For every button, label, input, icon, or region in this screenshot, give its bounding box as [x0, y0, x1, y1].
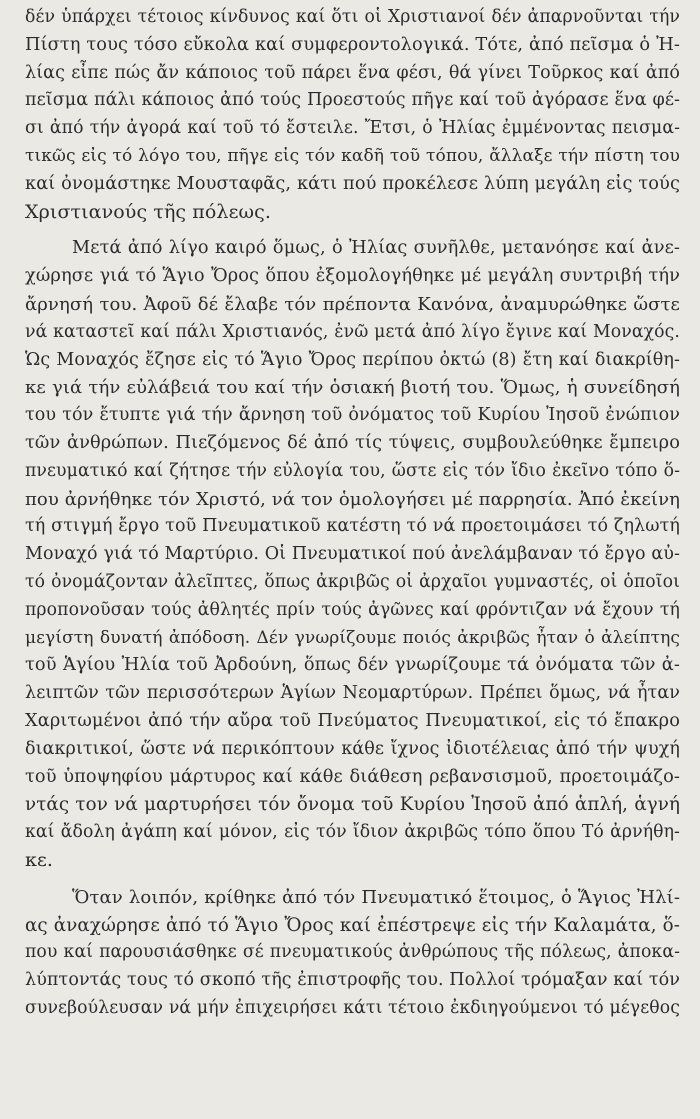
paragraph-gap — [25, 875, 680, 884]
text-line: λειπτῶν τῶν περισσότερων Ἁγίων Νεομαρτύρων. Πρέπει ὅμως, νά ἦταν — [25, 683, 680, 704]
text-line: τοῦ Ἁγίου Ἠλία τοῦ Ἀρδούνη, ὅπως δέν γνωρίζουμε τά ὀνόματα τῶν ἀ- — [25, 655, 680, 676]
text-line: ἄρνησή του. Ἀφοῦ δέ ἔλαβε τόν πρέποντα Κανόνα, ἀναμυρώθηκε ὥστε — [25, 293, 680, 315]
text-line: πεῖσμα πάλι κάποιος ἀπό τούς Προεστούς πῆγε καί τοῦ ἀγόρασε ἕνα φέ- — [25, 90, 680, 111]
text-line: Ὡς Μοναχός ἔζησε εἰς τό Ἅγιο Ὄρος περίπου ὀκτώ (8) ἔτη καί διακρίθη- — [25, 349, 680, 370]
paragraph-gap — [25, 226, 680, 235]
text-line: Ὅταν λοιπόν, κρίθηκε ἀπό τόν Πνευματικό ἕτοιμος, ὁ Ἅγιος Ἠλί- — [72, 886, 680, 908]
text-line: του τόν ἔτυπτε γιά τήν ἄρνηση τοῦ ὀνόματος τοῦ Κυρίου Ἰησοῦ ἐνώπιον — [25, 405, 680, 426]
text-line: τό ὀνομάζονταν ἀλεῖπτες, ὅπως ἀκριβῶς οἱ ἀρχαῖοι γυμναστές, οἱ ὁποῖοι — [25, 571, 680, 592]
text-line: διακριτικοί, ὥστε νά περικόπτουν κάθε ἴχνος ἰδιοτέλειας ἀπό τήν ψυχή — [25, 738, 680, 759]
text-line: λίας εἶπε πώς ἄν κάποιος τοῦ πάρει ἕνα φέσι, θά γίνει Τοῦρκος καί ἀπό — [25, 62, 680, 83]
paragraph-continuation — [25, 4, 680, 226]
text-line: μεγίστη δυνατή ἀπόδοση. Δέν γνωρίζουμε ποιός ἀκριβῶς ἦταν ὁ ἀλείπτης — [25, 627, 680, 648]
text-line: σι ἀπό τήν ἀγορά καί τοῦ τό ἔστειλε. Ἔτσι, ὁ Ἠλίας ἐμμένοντας πεισμα- — [25, 118, 680, 139]
text-line: τή στιγμή ἔργο τοῦ Πνευματικοῦ κατέστη τό νά προετοιμάσει τό ζηλωτή — [25, 516, 680, 537]
text-line: Χαριτωμένοι ἀπό τήν αὔρα τοῦ Πνεύματος Πνευματικοί, εἰς τό ἔπακρο — [25, 710, 680, 731]
text-line: χώρησε γιά τό Ἅγιο Ὄρος ὅπου ἐξομολογήθηκε μέ μεγάλη συντριβή τήν — [25, 266, 680, 287]
text-line: πνευματικό καί ζήτησε τήν εὐλογία του, ὥστε εἰς τόν ἴδιο ἐκεῖνο τόπο ὅ- — [25, 460, 680, 481]
text-line: που ἀρνήθηκε τόν Χριστό, νά τον ὁμολογήσει μέ παρρησία. Ἀπό ἐκείνη — [25, 488, 680, 510]
text-line: δέν ὑπάρχει τέτοιος κίνδυνος καί ὅτι οἱ Χριστιανοί δέν ἀπαρνοῦνται τήν — [25, 7, 680, 27]
text-line: Μοναχό γιά τό Μαρτύριο. Οἱ Πνευματικοί πού ἀνελάμβαναν τό ἔργο αὐ- — [25, 544, 680, 565]
text-line: Μετά ἀπό λίγο καιρό ὅμως, ὁ Ἠλίας συνῆλθε, μετανόησε καί ἀνε- — [72, 238, 680, 259]
text-line: νά καταστεῖ καί πάλι Χριστιανός, ἐνῶ μετά ἀπό λίγο ἔγινε καί Μοναχός. — [25, 321, 680, 342]
text-line: τικῶς εἰς τό λόγο του, πῆγε εἰς τόν καδῆ τοῦ τόπου, ἄλλαξε τήν πίστη του — [25, 145, 680, 166]
text-line: κε. — [25, 848, 54, 871]
text-line: ας ἀναχώρησε ἀπό τό Ἅγιο Ὄρος καί ἐπέστρεψε εἰς τήν Καλαμάτα, ὅ- — [25, 914, 680, 936]
text-line: κε γιά τήν εὐλάβειά του καί τήν ὁσιακή βιοτή του. Ὅμως, ἡ συνείδησή — [25, 377, 680, 399]
text-line: συνεβούλευσαν νά μήν ἐπιχειρήσει κάτι τέτοιο ἐκδιηγούμενοι τό μέγεθος — [25, 997, 680, 1018]
text-line: που καί παρουσιάσθηκε σέ πνευματικούς ἀνθρώπους τῆς πόλεως, ἀποκα- — [25, 942, 680, 963]
text-line: καί ἄδολη ἀγάπη καί μόνον, εἰς τόν ἴδιον ἀκριβῶς τόπο ὅπου Τό ἀρνήθη- — [25, 822, 680, 843]
text-line: καί ὀνομάστηκε Μουσταφᾶς, κάτι πού προκέλεσε λύπη μεγάλη εἰς τούς — [25, 173, 680, 194]
text-line: ντάς τον νά μαρτυρήσει τόν ὄνομα τοῦ Κυρίου Ἰησοῦ ἀπό ἁπλή, ἁγνή — [25, 794, 680, 816]
paragraph-repentance — [25, 235, 680, 874]
text-line: λύπτοντάς τους τό σκοπό τῆς ἐπιστροφῆς του. Πολλοί τρόμαξαν καί τόν — [25, 970, 680, 991]
text-line: προπονοῦσαν τούς ἀθλητές πρίν τούς ἀγῶνες καί φρόντιζαν νά ἔχουν τή — [25, 599, 680, 620]
text-line: τῶν ἀνθρώπων. Πιεζόμενος δέ ἀπό τίς τύψεις, συμβουλεύθηκε ἔμπειρο — [25, 432, 680, 453]
text-line: τοῦ ὑποψηφίου μάρτυρος καί κάθε διάθεση ρεβανσισμοῦ, προετοιμάζο- — [25, 766, 680, 787]
text-line: Πίστη τους τόσο εὔκολα καί συμφεροντολογικά. Τότε, ἀπό πεῖσμα ὁ Ἠ- — [25, 34, 680, 55]
paragraph-return — [25, 884, 680, 1023]
text-line: Χριστιανούς τῆς πόλεως. — [25, 200, 271, 223]
